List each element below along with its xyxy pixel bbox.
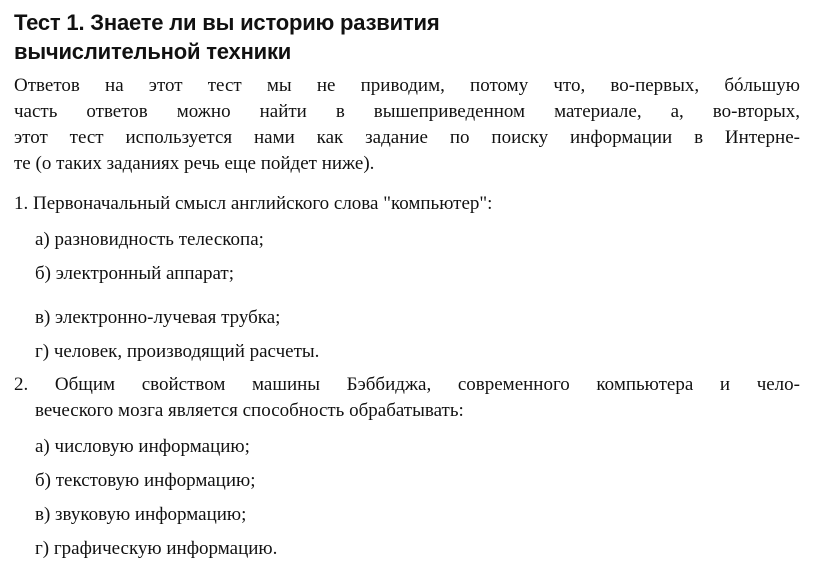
question-1: 1. Первоначальный смысл английского слова "компьютер": [14,193,493,214]
question-2-option-d: г) графическую информацию. [35,538,278,559]
question-2-option-b: б) текстовую информацию; [35,470,256,491]
title-line-1: Тест 1. Знаете ли вы историю развития [14,10,440,35]
question-2-option-c: в) звуковую информацию; [35,504,247,525]
question-2-line-2: веческого мозга является способность обрабатывать: [35,400,464,421]
intro-line-2: часть ответов можно найти в вышеприведенном материале, а, во-вторых, [14,101,800,122]
question-1-option-a: а) разновидность телескопа; [35,229,264,250]
question-1-option-d: г) человек, производящий расчеты. [35,341,320,362]
intro-paragraph [14,73,800,177]
intro-line-4: те (о таких заданиях речь еще пойдет ниже). [14,153,375,174]
question-2 [14,372,800,424]
question-2-line-1: 2. Общим свойством машины Бэббиджа, современного компьютера и чело- [14,374,800,395]
question-1-option-b: б) электронный аппарат; [35,263,234,284]
title-line-2: вычислительной техники [14,39,292,64]
page-title [14,8,794,66]
question-1-option-c: в) электронно-лучевая трубка; [35,307,281,328]
question-2-option-a: а) числовую информацию; [35,436,250,457]
intro-line-1: Ответов на этот тест мы не приводим, потому что, во-первых, бóльшую [14,75,800,96]
intro-line-3: этот тест используется нами как задание по поиску информации в Интерне- [14,127,800,148]
